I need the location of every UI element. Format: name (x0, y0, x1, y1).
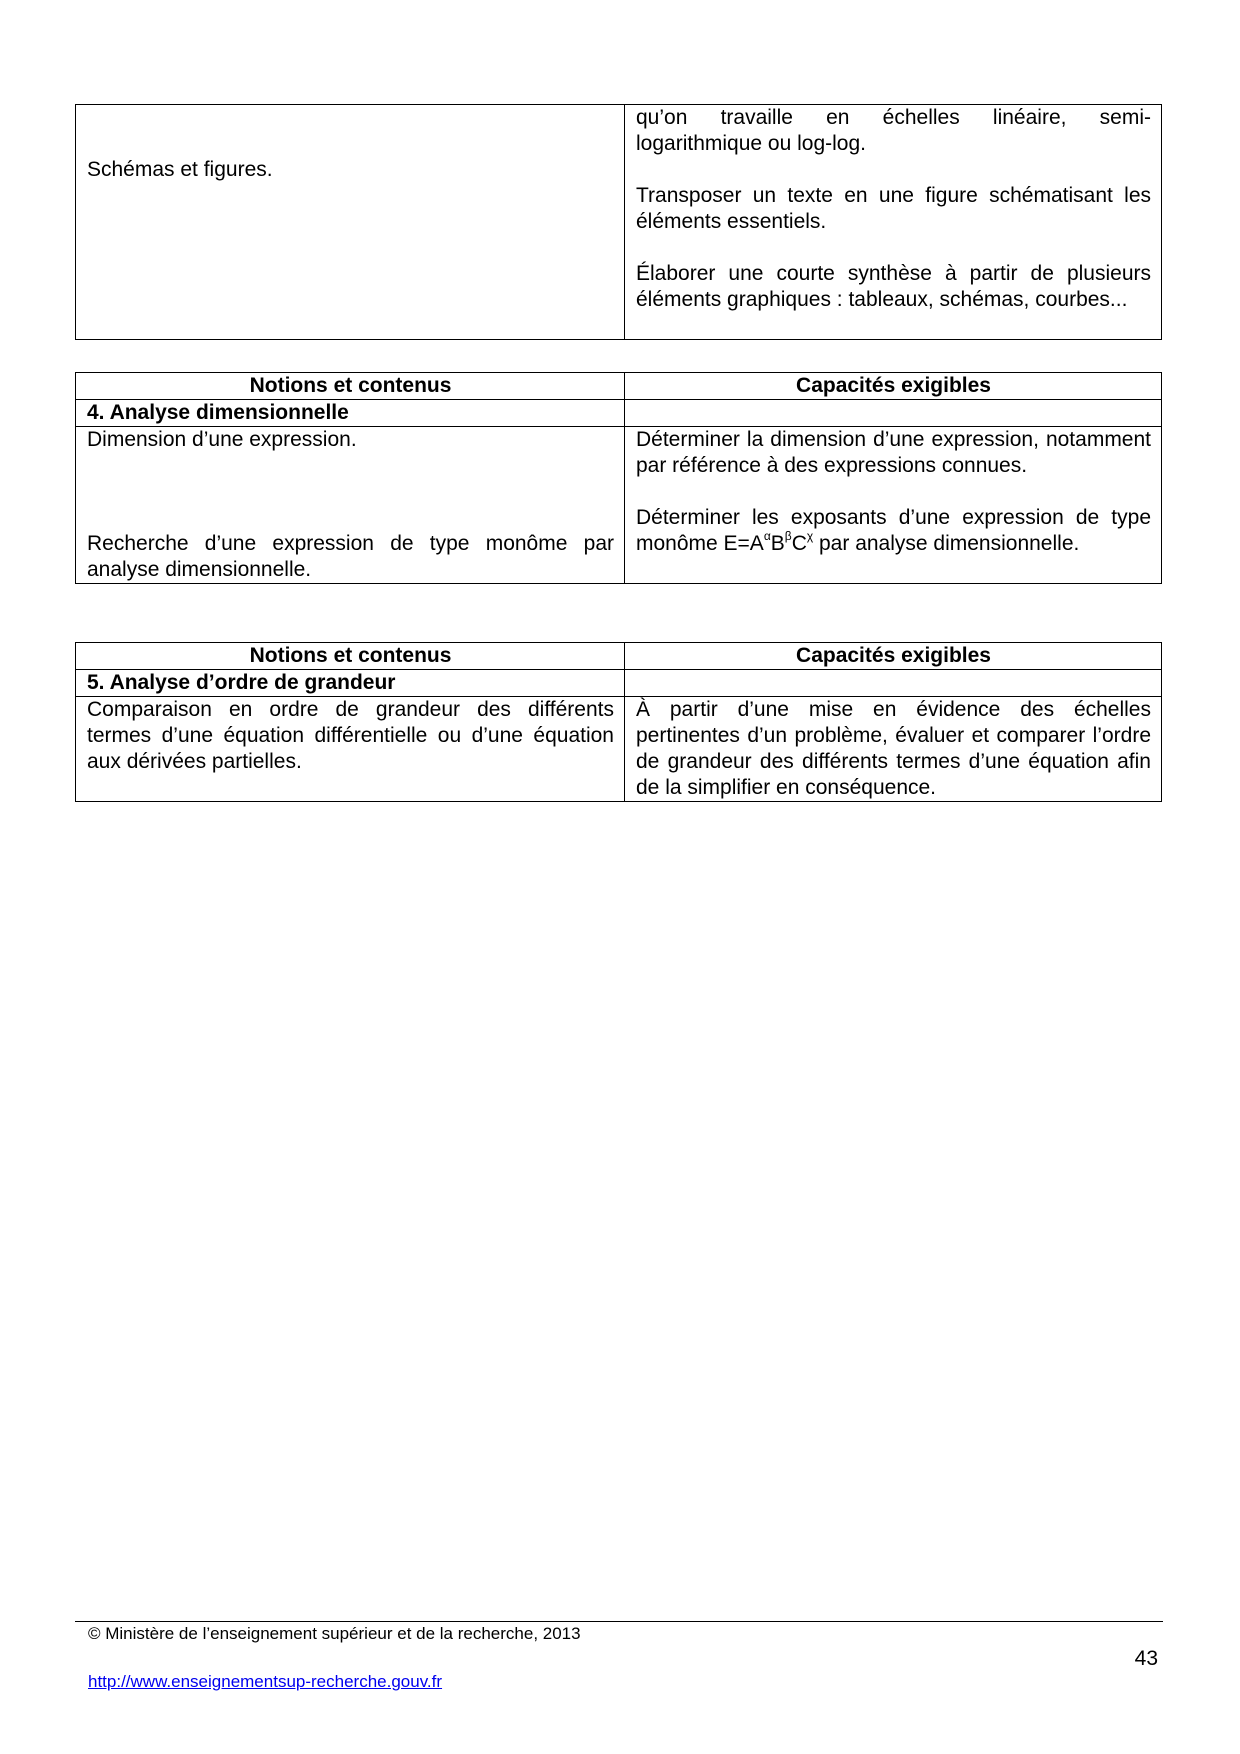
ordre-de-grandeur-table (75, 642, 1162, 802)
notion-recherche-monome: Recherche d’une expression de type monôme par analyse dimensionnelle. (87, 532, 614, 581)
exponent-chi: χ (806, 529, 814, 543)
footer-divider (75, 1621, 1163, 1622)
capacite-cell (625, 427, 1162, 584)
capacite-continuation-line2: logarithmique ou log-log. (636, 132, 866, 155)
notion-cell (76, 105, 625, 340)
capacite-transposer: Transposer un texte en une figure schématisant les éléments essentiels. (636, 184, 1151, 233)
continuation-table (75, 104, 1162, 340)
page-number: 43 (1134, 1647, 1158, 1670)
capacite-exposants-prefix: Déterminer les exposants d’une expression de type monôme E=A (636, 506, 1151, 555)
notion-cell (76, 427, 625, 584)
analyse-dimensionnelle-table (75, 372, 1162, 584)
section-row (76, 670, 1162, 697)
section-title: 4. Analyse dimensionnelle (76, 400, 625, 427)
notion-dimension: Dimension d’une expression. (87, 428, 357, 451)
exponent-beta: β (784, 529, 792, 543)
header-notions: Notions et contenus (76, 643, 625, 670)
notion-cell (76, 697, 625, 802)
notion-schemas: Schémas et figures. (87, 158, 273, 181)
footer-copyright: © Ministère de l’enseignement supérieur et de la recherche, 2013 (88, 1624, 581, 1643)
capacite-continuation-line1: qu’on travaille en échelles linéaire, semi- (636, 106, 1151, 129)
capacite-exposants-suffix: par analyse dimensionnelle. (813, 532, 1080, 555)
capacite-dimension: Déterminer la dimension d’une expression, notamment par référence à des expressions connues. (636, 428, 1151, 477)
letter-c: C (791, 532, 807, 555)
capacite-cell (625, 697, 1162, 802)
table-row (76, 697, 1162, 802)
section-empty-cell (625, 400, 1162, 427)
table-header-row (76, 643, 1162, 670)
capacite-exposants (636, 505, 1151, 557)
capacite-echelles: À partir d’une mise en évidence des échelles pertinentes d’un problème, évaluer et comparer l’ordre de grandeur des différents termes d’une équation afin de la simplifier en conséquence. (636, 698, 1151, 799)
header-notions: Notions et contenus (76, 373, 625, 400)
table-header-row (76, 373, 1162, 400)
capacite-elaborer: Élaborer une courte synthèse à partir de plusieurs éléments graphiques : tableaux, schémas, courbes... (636, 262, 1151, 311)
table-row (76, 105, 1162, 340)
capacite-cell (625, 105, 1162, 340)
section-empty-cell (625, 670, 1162, 697)
letter-b: B (770, 532, 785, 555)
table-row (76, 427, 1162, 584)
ministry-website-link[interactable]: http://www.enseignementsup-recherche.gouv.fr (88, 1672, 443, 1691)
header-capacites: Capacités exigibles (625, 643, 1162, 670)
header-capacites: Capacités exigibles (625, 373, 1162, 400)
section-title: 5. Analyse d’ordre de grandeur (76, 670, 625, 697)
exponent-alpha: α (763, 529, 771, 543)
section-row (76, 400, 1162, 427)
notion-comparaison: Comparaison en ordre de grandeur des différents termes d’une équation différentielle ou d’une équation aux dérivées partielles. (87, 698, 614, 773)
